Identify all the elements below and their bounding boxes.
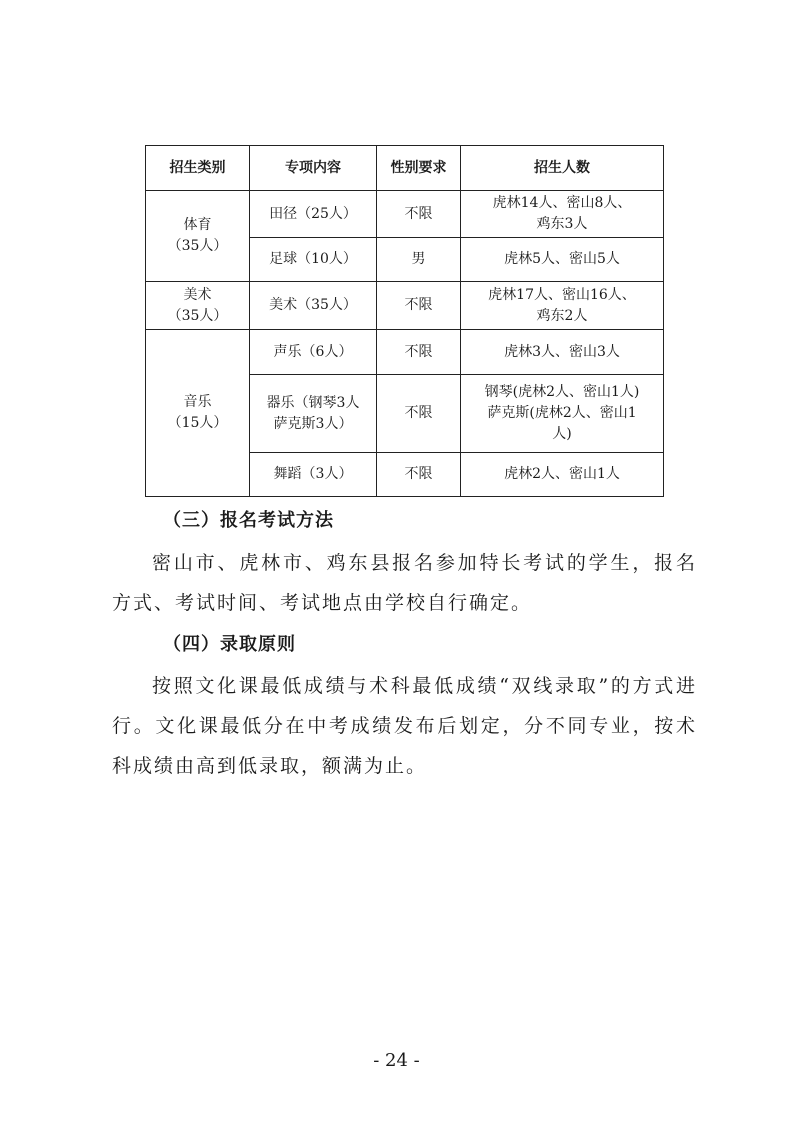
item-line: 萨克斯3人） (273, 415, 353, 432)
table-row (146, 282, 664, 330)
item-cell: 舞蹈（3人） (250, 453, 377, 497)
quota-line: 虎林3人、密山3人 (504, 343, 620, 360)
item-line: 器乐（钢琴3人 (266, 394, 360, 411)
quota-cell (461, 453, 664, 497)
category-count: （35人） (167, 238, 228, 254)
gender-cell: 不限 (377, 191, 461, 238)
quota-line: 虎林14人、密山8人、 (492, 195, 632, 211)
category-name: 体育 (183, 217, 212, 233)
item-cell (250, 375, 377, 453)
gender-cell: 不限 (377, 375, 461, 453)
header-quota: 招生人数 (461, 146, 664, 191)
section-heading: （四）录取原则 (163, 634, 296, 655)
gender-cell: 男 (377, 238, 461, 282)
quota-line: 虎林5人、密山5人 (504, 251, 620, 267)
category-cell-sports (146, 191, 250, 282)
category-name: 音乐 (183, 394, 212, 410)
quota-line: 萨克斯(虎林2人、密山1 (487, 405, 637, 421)
quota-cell (461, 375, 664, 453)
category-count: （35人） (167, 307, 228, 324)
item-cell: 田径（25人） (250, 191, 377, 238)
quota-cell (461, 330, 664, 375)
header-item: 专项内容 (250, 146, 377, 191)
table-header-row (146, 146, 664, 191)
header-category: 招生类别 (146, 146, 250, 191)
quota-cell (461, 238, 664, 282)
quota-line: 虎林17人、密山16人、 (488, 286, 636, 303)
table-row (146, 330, 664, 375)
item-cell: 足球（10人） (250, 238, 377, 282)
category-cell-art (146, 282, 250, 330)
category-count: （15人） (167, 415, 228, 431)
quota-line: 钢琴(虎林2人、密山1人) (484, 384, 640, 400)
gender-cell: 不限 (377, 330, 461, 375)
section-body: 密山市、虎林市、鸡东县报名参加特长考试的学生，报名方式、考试时间、考试地点由学校自行确定。 (112, 552, 697, 614)
section-heading: （三）报名考试方法 (163, 510, 334, 531)
quota-line: 鸡东2人 (536, 307, 588, 324)
gender-cell: 不限 (377, 453, 461, 497)
quota-line: 虎林2人、密山1人 (504, 466, 620, 482)
category-cell-music (146, 330, 250, 497)
quota-cell (461, 282, 664, 330)
category-name: 美术 (183, 286, 212, 303)
quota-line: 鸡东3人 (536, 216, 588, 232)
quota-cell (461, 191, 664, 238)
item-cell: 美术（35人） (250, 282, 377, 330)
enrollment-table (145, 145, 664, 497)
header-gender: 性别要求 (377, 146, 461, 191)
page-number: - 24 - (373, 1050, 420, 1071)
table-row (146, 191, 664, 238)
item-cell: 声乐（6人） (250, 330, 377, 375)
quota-line: 人) (552, 426, 572, 442)
gender-cell: 不限 (377, 282, 461, 330)
section-body: 按照文化课最低成绩与术科最低成绩“双线录取”的方式进行。文化课最低分在中考成绩发布后划定，分不同专业，按术科成绩由高到低录取，额满为止。 (112, 675, 697, 777)
